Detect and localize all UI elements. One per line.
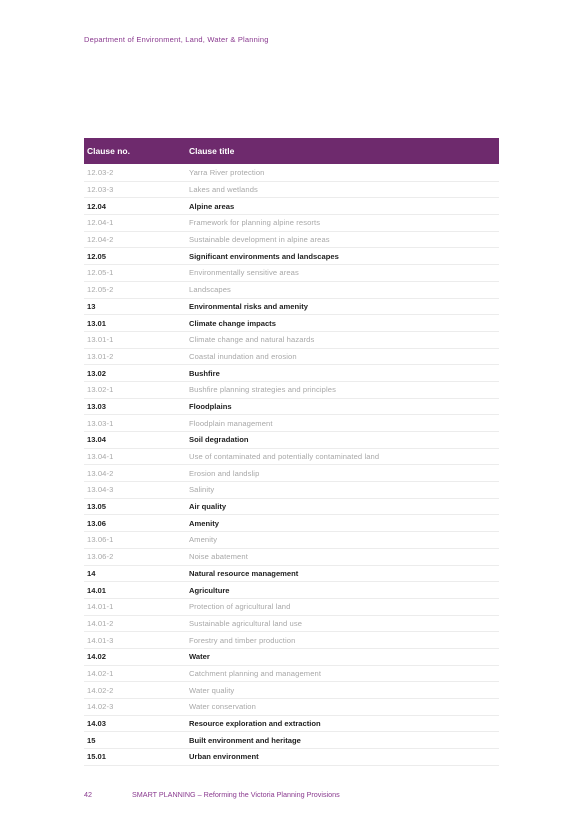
clause-number: 13.01 (87, 318, 107, 328)
page-number: 42 (84, 790, 92, 799)
clause-title: Air quality (189, 502, 227, 512)
table-header-row (84, 138, 499, 164)
table-row (84, 566, 499, 583)
clause-number: 13.04-3 (87, 485, 114, 495)
table-row (84, 616, 499, 633)
table-row (84, 482, 499, 499)
clause-title: Agriculture (189, 585, 230, 595)
clause-number: 14.03 (87, 719, 107, 729)
clause-number: 12.05-2 (87, 285, 114, 295)
clause-number: 13.05 (87, 502, 107, 512)
clause-number: 13.04 (87, 435, 107, 445)
clause-title: Coastal inundation and erosion (189, 351, 297, 361)
clause-number: 14.02-3 (87, 702, 114, 712)
footer-title: SMART PLANNING – Reforming the Victoria Planning Provisions (132, 790, 340, 799)
table-row (84, 732, 499, 749)
table-row (84, 515, 499, 532)
clause-title: Erosion and landslip (189, 468, 260, 478)
clause-title: Bushfire planning strategies and principles (189, 385, 336, 395)
clause-title: Catchment planning and management (189, 668, 322, 678)
clause-number: 14.01 (87, 585, 107, 595)
clause-number: 14 (87, 568, 96, 578)
table-row (84, 299, 499, 316)
clause-number: 13.01-2 (87, 351, 114, 361)
table-row (84, 382, 499, 399)
table-row (84, 649, 499, 666)
clause-number: 14.01-3 (87, 635, 114, 645)
clause-title: Floodplains (189, 401, 232, 411)
table-row (84, 282, 499, 299)
table-row (84, 198, 499, 215)
clause-title: Amenity (189, 518, 219, 528)
table-row (84, 532, 499, 549)
clause-title: Environmental risks and amenity (189, 301, 309, 311)
table-row (84, 365, 499, 382)
clause-number: 13.06-1 (87, 535, 114, 545)
clause-title: Landscapes (189, 285, 231, 295)
clause-number: 13 (87, 301, 96, 311)
clause-title: Bushfire (189, 368, 220, 378)
table-row (84, 232, 499, 249)
clause-table (84, 138, 499, 766)
clause-number: 15.01 (87, 752, 107, 762)
clause-number: 13.06-2 (87, 552, 114, 562)
clause-number: 12.04 (87, 201, 107, 211)
table-row (84, 432, 499, 449)
clause-number: 12.04-2 (87, 235, 114, 245)
table-row (84, 265, 499, 282)
clause-number: 15 (87, 735, 96, 745)
table-row (84, 349, 499, 366)
column-header-clause-title: Clause title (189, 146, 235, 156)
table-row (84, 666, 499, 683)
clause-number: 12.05 (87, 251, 107, 261)
clause-title: Amenity (189, 535, 218, 545)
clause-title: Environmentally sensitive areas (189, 268, 299, 278)
clause-title: Sustainable development in alpine areas (189, 235, 330, 245)
table-row (84, 332, 499, 349)
table-row (84, 399, 499, 416)
table-row (84, 499, 499, 516)
table-row (84, 699, 499, 716)
clause-title: Protection of agricultural land (189, 602, 291, 612)
clause-title: Water conservation (189, 702, 256, 712)
table-row (84, 415, 499, 432)
clause-number: 13.02-1 (87, 385, 114, 395)
clause-title: Climate change and natural hazards (189, 335, 315, 345)
column-header-clause-no: Clause no. (87, 146, 130, 156)
clause-title: Water (189, 652, 210, 662)
clause-number: 12.03-3 (87, 185, 114, 195)
clause-title: Significant environments and landscapes (189, 251, 339, 261)
clause-number: 14.01-2 (87, 618, 114, 628)
clause-number: 13.02 (87, 368, 107, 378)
table-row (84, 315, 499, 332)
clause-number: 13.06 (87, 518, 107, 528)
clause-number: 12.05-1 (87, 268, 114, 278)
table-row (84, 165, 499, 182)
clause-number: 14.02-1 (87, 668, 114, 678)
clause-number: 13.03-1 (87, 418, 114, 428)
page-footer (84, 790, 499, 799)
clause-title: Built environment and heritage (189, 735, 301, 745)
table-row (84, 449, 499, 466)
table-row (84, 215, 499, 232)
table-row (84, 682, 499, 699)
clause-title: Climate change impacts (189, 318, 276, 328)
clause-title: Urban environment (189, 752, 259, 762)
table-row (84, 632, 499, 649)
table-row (84, 549, 499, 566)
table-row (84, 465, 499, 482)
clause-title: Framework for planning alpine resorts (189, 218, 321, 228)
clause-title: Water quality (189, 685, 235, 695)
clause-number: 13.04-1 (87, 452, 114, 462)
clause-title: Resource exploration and extraction (189, 719, 321, 729)
clause-title: Salinity (189, 485, 215, 495)
clause-number: 13.01-1 (87, 335, 114, 345)
clause-title: Floodplain management (189, 418, 273, 428)
clause-number: 14.02-2 (87, 685, 114, 695)
table-row (84, 248, 499, 265)
clause-number: 14.01-1 (87, 602, 114, 612)
clause-title: Alpine areas (189, 201, 235, 211)
clause-title: Noise abatement (189, 552, 248, 562)
table-row (84, 716, 499, 733)
clause-title: Yarra River protection (189, 168, 265, 178)
table-row (84, 599, 499, 616)
clause-title: Soil degradation (189, 435, 249, 445)
department-header: Department of Environment, Land, Water & Planning (84, 35, 269, 44)
table-body (84, 165, 499, 766)
clause-title: Use of contaminated and potentially contaminated land (189, 452, 380, 462)
clause-title: Natural resource management (189, 568, 299, 578)
clause-number: 12.04-1 (87, 218, 114, 228)
clause-number: 13.03 (87, 401, 107, 411)
clause-number: 14.02 (87, 652, 107, 662)
clause-number: 12.03-2 (87, 168, 114, 178)
table-row (84, 582, 499, 599)
table-row (84, 749, 499, 766)
clause-title: Lakes and wetlands (189, 185, 258, 195)
table-row (84, 182, 499, 199)
clause-title: Forestry and timber production (189, 635, 296, 645)
clause-title: Sustainable agricultural land use (189, 618, 303, 628)
clause-number: 13.04-2 (87, 468, 114, 478)
